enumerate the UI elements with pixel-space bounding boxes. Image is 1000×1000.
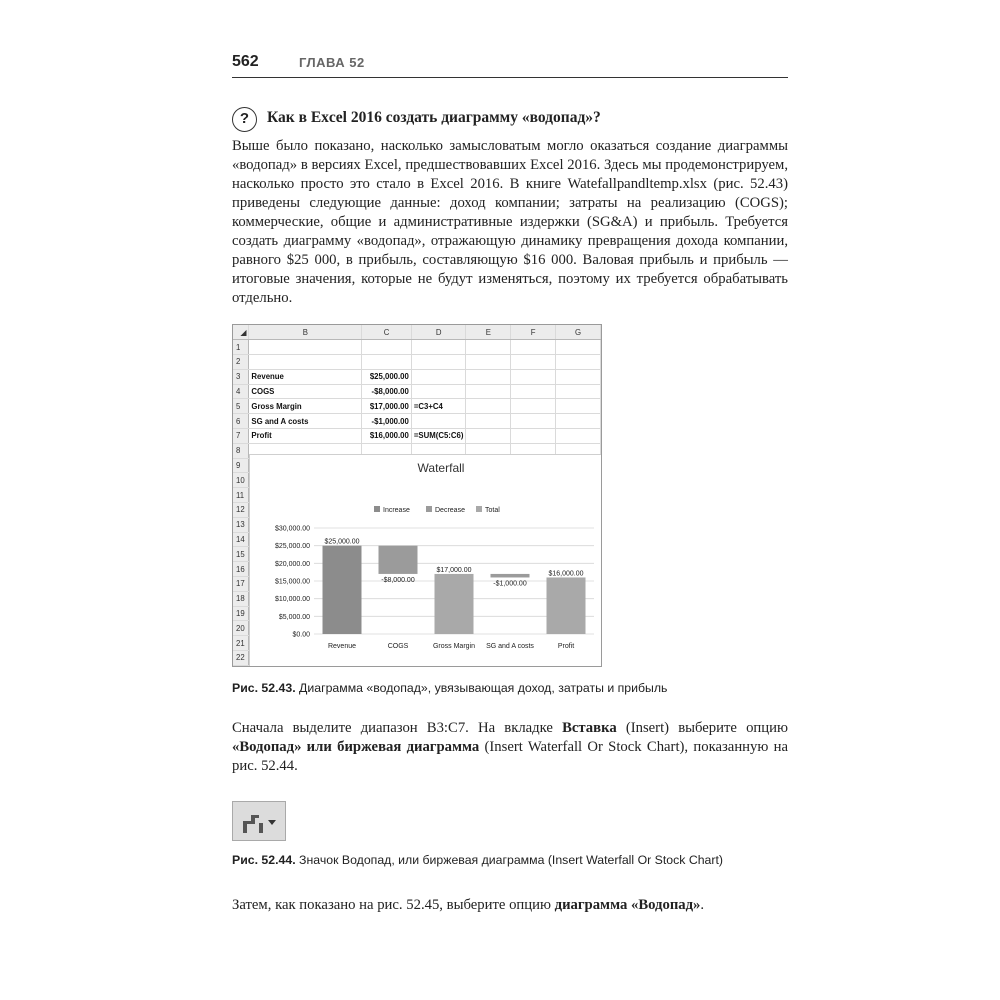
- row-header[interactable]: 3: [233, 369, 249, 384]
- row-header[interactable]: 12: [233, 503, 249, 518]
- row-header[interactable]: 22: [233, 651, 249, 666]
- cell-g[interactable]: [556, 399, 601, 414]
- cell-c[interactable]: $25,000.00: [362, 369, 412, 384]
- cell-d[interactable]: [411, 355, 466, 370]
- legend-swatch-decrease: [426, 506, 432, 512]
- cell-e[interactable]: [466, 429, 511, 444]
- text-run: (Insert Waterfall Or Stock Chart), показанную на рис. 52.44.: [232, 739, 789, 774]
- cell-c[interactable]: $16,000.00: [362, 429, 412, 444]
- cell-f[interactable]: [511, 399, 556, 414]
- y-tick-label: $15,000.00: [274, 578, 310, 586]
- row-header[interactable]: 6: [233, 414, 249, 429]
- data-label: -$1,000.00: [493, 580, 527, 588]
- cell-c[interactable]: -$8,000.00: [362, 384, 412, 399]
- bar-revenue: [323, 546, 362, 634]
- sheet-row: [233, 414, 601, 429]
- text-run: .: [700, 897, 705, 913]
- figure-caption-52-44: [232, 853, 723, 867]
- cell-g[interactable]: [556, 429, 601, 444]
- caption-text: Значок Водопад, или биржевая диаграмма (Insert Waterfall Or Stock Chart): [295, 853, 723, 867]
- legend-swatch-increase: [374, 506, 380, 512]
- cell-g[interactable]: [556, 340, 601, 355]
- row-header[interactable]: 10: [233, 473, 249, 488]
- caption-label: Рис. 52.43.: [232, 681, 296, 695]
- row-header[interactable]: 4: [233, 384, 249, 399]
- y-tick-label: $20,000.00: [274, 560, 310, 568]
- cell-b[interactable]: Revenue: [249, 369, 362, 384]
- y-tick-label: $10,000.00: [274, 596, 310, 604]
- intro-paragraph: Выше было показано, насколько замысловатым могло оказаться создание диаграммы «водопад» в версиях Excel, предшествовавших Excel 2016. Здесь мы продемонстрируем, насколько просто это стало в Excel 2016. В книге Watefallpandltemp.xlsx (рис. 52.43) приведены следующие данные: доход компании; затраты на реализацию (COGS); коммерческие, общие и административные издержки (SG&A) и прибыль. Требуется создать диаграмму «водопад», отражающую динамику превращения дохода компании, равного $25 000, в прибыль, составляющую $16 000. Валовая прибыль и прибыль — итоговые значения, которые не будут изменяться, поэтому их требуется обрабатывать отдельно.: [232, 138, 788, 306]
- cell-d[interactable]: =SUM(C5:C6): [411, 429, 466, 444]
- cell-c[interactable]: $17,000.00: [362, 399, 412, 414]
- row-header[interactable]: 11: [233, 488, 249, 503]
- cell-e[interactable]: [466, 414, 511, 429]
- cell-b[interactable]: [249, 340, 362, 355]
- cell-g[interactable]: [556, 355, 601, 370]
- cell-d[interactable]: [411, 384, 466, 399]
- x-tick-label: COGS: [387, 643, 409, 650]
- cell-d[interactable]: [411, 414, 466, 429]
- column-header-g[interactable]: G: [556, 325, 601, 340]
- cell-f[interactable]: [511, 355, 556, 370]
- instruction-paragraph: [232, 719, 788, 776]
- data-label: $17,000.00: [436, 566, 472, 574]
- row-header[interactable]: 15: [233, 547, 249, 562]
- bar-profit: [547, 577, 586, 634]
- legend-label-decrease: Decrease: [435, 507, 465, 514]
- data-label: -$8,000.00: [381, 576, 415, 584]
- cell-b[interactable]: SG and A costs: [249, 414, 362, 429]
- figure-caption-52-43: [232, 681, 667, 695]
- bold-run: «Водопад» или биржевая диаграмма: [232, 739, 480, 755]
- cell-d[interactable]: [411, 369, 466, 384]
- caption-label: Рис. 52.44.: [232, 853, 296, 867]
- column-header-c[interactable]: C: [362, 325, 412, 340]
- sheet-row: [233, 369, 601, 384]
- cell-g[interactable]: [556, 414, 601, 429]
- cell-f[interactable]: [511, 369, 556, 384]
- legend-label-increase: Increase: [383, 507, 410, 514]
- column-header-b[interactable]: B: [249, 325, 362, 340]
- cell-e[interactable]: [466, 369, 511, 384]
- chapter-title: ГЛАВА 52: [299, 55, 365, 70]
- x-tick-label: Profit: [557, 643, 575, 650]
- text-run: (Insert) выберите опцию: [616, 720, 788, 736]
- question-title: Как в Excel 2016 создать диаграмму «водопад»?: [267, 109, 601, 126]
- chart-title: Waterfall: [417, 461, 465, 475]
- cell-g[interactable]: [556, 384, 601, 399]
- bold-run: Вставка: [562, 720, 617, 736]
- legend-swatch-total: [476, 506, 482, 512]
- row-header[interactable]: 18: [233, 591, 249, 606]
- row-header[interactable]: 19: [233, 606, 249, 621]
- row-header[interactable]: 16: [233, 562, 249, 577]
- cell-f[interactable]: [511, 340, 556, 355]
- x-tick-label: Revenue: [327, 643, 357, 650]
- sheet-row: [233, 429, 601, 444]
- row-header[interactable]: 7: [233, 429, 249, 444]
- legend-label-total: Total: [485, 507, 500, 514]
- sheet-row: [233, 384, 601, 399]
- cell-g[interactable]: [556, 369, 601, 384]
- waterfall-chart[interactable]: [249, 454, 602, 667]
- cell-b[interactable]: [249, 355, 362, 370]
- y-tick-label: $5,000.00: [278, 613, 310, 621]
- row-header[interactable]: 14: [233, 532, 249, 547]
- page-number: 562: [232, 53, 259, 70]
- column-header-f[interactable]: F: [511, 325, 556, 340]
- y-tick-label: $25,000.00: [274, 543, 310, 551]
- row-header[interactable]: 20: [233, 621, 249, 636]
- cell-c[interactable]: -$1,000.00: [362, 414, 412, 429]
- final-paragraph: [232, 896, 788, 915]
- cell-e[interactable]: [466, 384, 511, 399]
- cell-e[interactable]: [466, 399, 511, 414]
- cell-e[interactable]: [466, 355, 511, 370]
- bar-sg-and-a-costs: [491, 574, 530, 578]
- caption-text: Диаграмма «водопад», увязывающая доход, затраты и прибыль: [295, 681, 668, 695]
- cell-e[interactable]: [466, 340, 511, 355]
- row-header[interactable]: 17: [233, 577, 249, 592]
- cell-b[interactable]: Gross Margin: [249, 399, 362, 414]
- cell-f[interactable]: [511, 429, 556, 444]
- column-header-row: [233, 325, 601, 340]
- column-header-e[interactable]: E: [466, 325, 511, 340]
- row-header[interactable]: 5: [233, 399, 249, 414]
- chart-canvas: [250, 455, 602, 667]
- column-header-d[interactable]: D: [411, 325, 466, 340]
- row-header[interactable]: 21: [233, 636, 249, 651]
- sheet-row: [233, 399, 601, 414]
- row-header[interactable]: 1: [233, 340, 249, 355]
- bar-gross-margin: [435, 574, 474, 634]
- y-tick-label: $0.00: [292, 631, 310, 639]
- data-label: $16,000.00: [548, 570, 584, 578]
- x-tick-label: SG and A costs: [486, 643, 534, 650]
- cell-d[interactable]: [411, 340, 466, 355]
- select-all-corner[interactable]: ◢: [233, 325, 249, 340]
- cell-c[interactable]: [362, 340, 412, 355]
- cell-b[interactable]: Profit: [249, 429, 362, 444]
- data-label: $25,000.00: [324, 538, 360, 546]
- x-tick-label: Gross Margin: [432, 643, 476, 650]
- cell-f[interactable]: [511, 384, 556, 399]
- waterfall-chart-icon-graphic: [233, 802, 287, 842]
- cell-c[interactable]: [362, 355, 412, 370]
- waterfall-chart-icon[interactable]: [232, 801, 286, 841]
- row-header[interactable]: 2: [233, 355, 249, 370]
- text-run: Затем, как показано на рис. 52.45, выберите опцию: [232, 897, 555, 913]
- sheet-row: [233, 355, 601, 370]
- text-run: Сначала выделите диапазон В3:С7. На вкладке: [232, 720, 563, 736]
- bar-cogs: [379, 546, 418, 574]
- row-header[interactable]: 9: [233, 458, 249, 473]
- row-header[interactable]: 13: [233, 517, 249, 532]
- row-header[interactable]: 8: [233, 443, 249, 458]
- cell-b[interactable]: COGS: [249, 384, 362, 399]
- question-icon: ?: [232, 107, 257, 132]
- spreadsheet-figure: [232, 324, 602, 667]
- cell-d[interactable]: =C3+C4: [411, 399, 466, 414]
- running-head: [232, 52, 788, 78]
- cell-f[interactable]: [511, 414, 556, 429]
- chevron-down-icon: [268, 820, 276, 825]
- y-tick-label: $30,000.00: [274, 525, 310, 533]
- bold-run: диаграмма «Водопад»: [554, 897, 701, 913]
- sheet-row: [233, 340, 601, 355]
